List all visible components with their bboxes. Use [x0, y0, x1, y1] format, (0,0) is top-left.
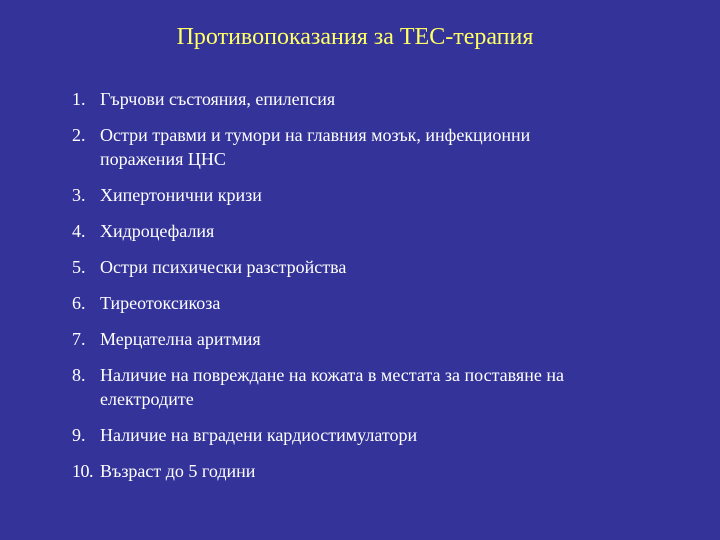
item-text: Тиреотоксикоза [100, 293, 221, 313]
list-item [72, 327, 672, 351]
list-item [72, 291, 672, 315]
list-item [72, 363, 672, 411]
item-number: 9. [72, 425, 86, 445]
list-item [72, 255, 672, 279]
item-text: Гърчови състояния, епилепсия [100, 89, 336, 109]
item-number: 8. [72, 365, 86, 385]
slide-title: Противопоказания за ТЕС-терапия [176, 24, 534, 50]
list-item [72, 219, 672, 243]
item-number: 5. [72, 257, 86, 277]
contraindications-list [72, 87, 672, 495]
item-number: 7. [72, 329, 86, 349]
list-item [72, 459, 672, 483]
item-text: Наличие на вградени кардиостимулатори [100, 425, 418, 445]
item-text: Остри психически разстройства [100, 257, 347, 277]
item-text: Хидроцефалия [100, 221, 215, 241]
list-item [72, 423, 672, 447]
item-number: 10. [72, 461, 93, 481]
item-text: Наличие на повреждане на кожата в местата за поставяне на електродите [100, 365, 564, 409]
item-number: 3. [72, 185, 86, 205]
list-item [72, 183, 672, 207]
item-text: Хипертонични кризи [100, 185, 262, 205]
list-item [72, 123, 672, 171]
item-number: 4. [72, 221, 86, 241]
list-item [72, 87, 672, 111]
item-number: 6. [72, 293, 86, 313]
item-number: 1. [72, 89, 86, 109]
item-number: 2. [72, 125, 86, 145]
item-text: Възраст до 5 години [100, 461, 256, 481]
item-text: Мерцателна аритмия [100, 329, 261, 349]
item-text: Остри травми и тумори на главния мозък, инфекционни поражения ЦНС [100, 125, 531, 169]
